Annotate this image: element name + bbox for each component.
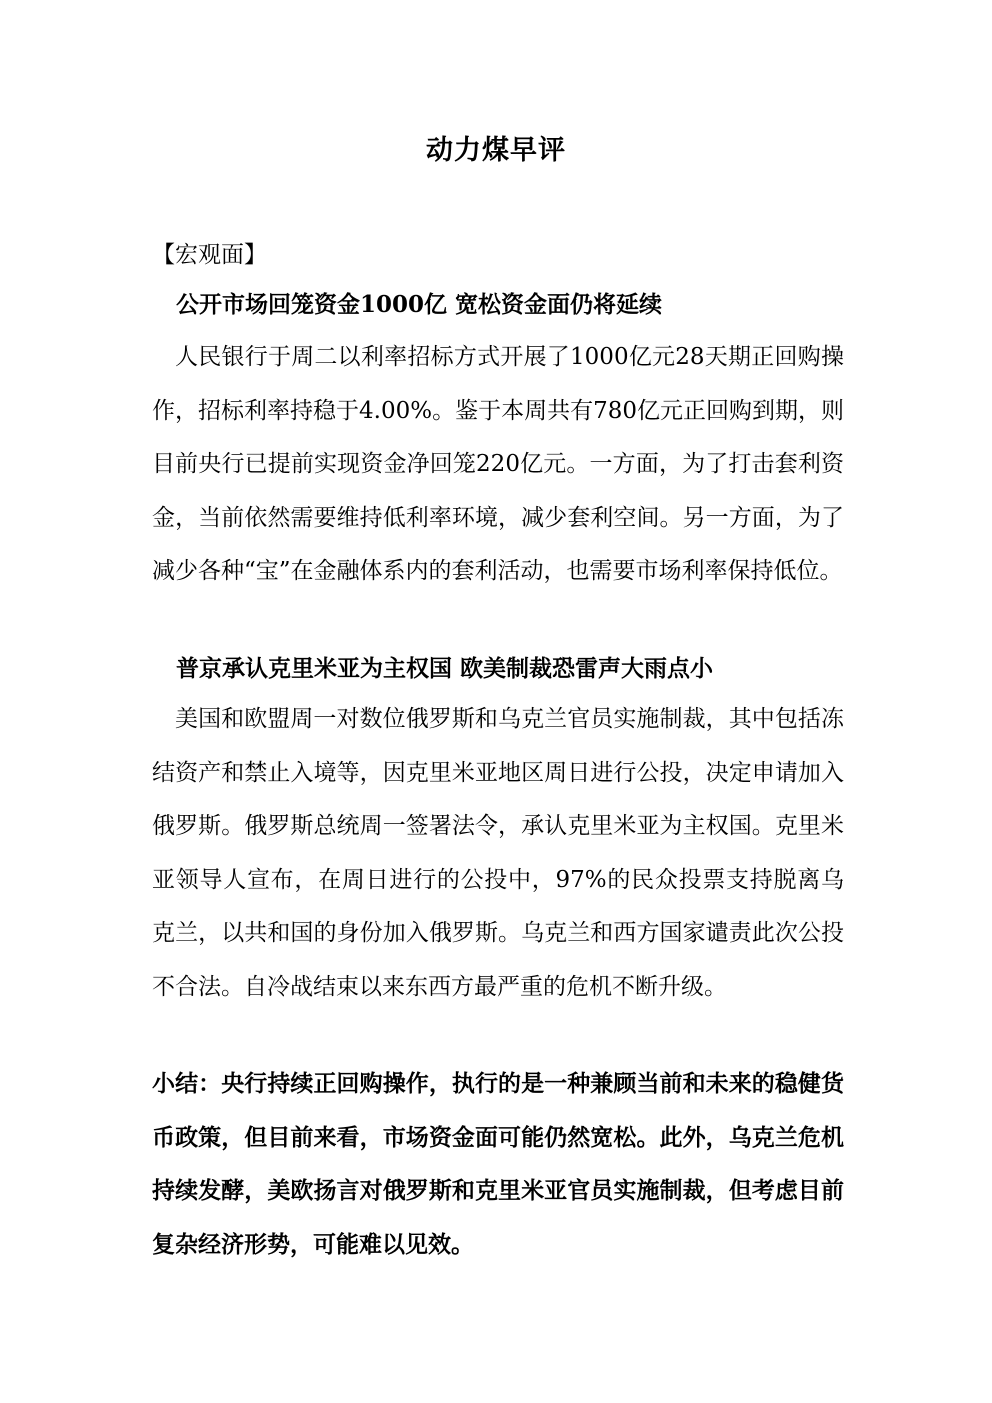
news-body-1: 人民银行于周二以利率招标方式开展了1000亿元28天期正回购操作，招标利率持稳于4.00%。鉴于本周共有780亿元正回购到期，则目前央行已提前实现资金净回笼220亿元。一方面，为了打击套利资金，当前依然需要维持低利率环境，减少套利空间。另一方面，为了减少各种“宝”在金融体系内的套利活动，也需要市场利率保持低位。 bbox=[152, 344, 844, 584]
section-tag-macro: 【宏观面】 bbox=[152, 242, 267, 268]
news-body-2: 美国和欧盟周一对数位俄罗斯和乌克兰官员实施制裁，其中包括冻结资产和禁止入境等，因克里米亚地区周日进行公投，决定申请加入俄罗斯。俄罗斯总统周一签署法令，承认克里米亚为主权国。克里米亚领导人宣布，在周日进行的公投中，97%的民众投票支持脱离乌克兰，以共和国的身份加入俄罗斯。乌克兰和西方国家谴责此次公投不合法。自冷战结束以来东西方最严重的危机不断升级。 bbox=[152, 706, 844, 1000]
news-headline-1: 公开市场回笼资金1000亿 宽松资金面仍将延续 bbox=[176, 291, 663, 318]
document-title: 动力煤早评 bbox=[426, 135, 566, 166]
summary-paragraph: 小结：央行持续正回购操作，执行的是一种兼顾当前和未来的稳健货币政策，但目前来看，市场资金面可能仍然宽松。此外，乌克兰危机持续发酵，美欧扬言对俄罗斯和克里米亚官员实施制裁，但考虑目前复杂经济形势，可能难以见效。 bbox=[152, 1070, 844, 1258]
news-headline-2: 普京承认克里米亚为主权国 欧美制裁恐雷声大雨点小 bbox=[176, 655, 714, 682]
